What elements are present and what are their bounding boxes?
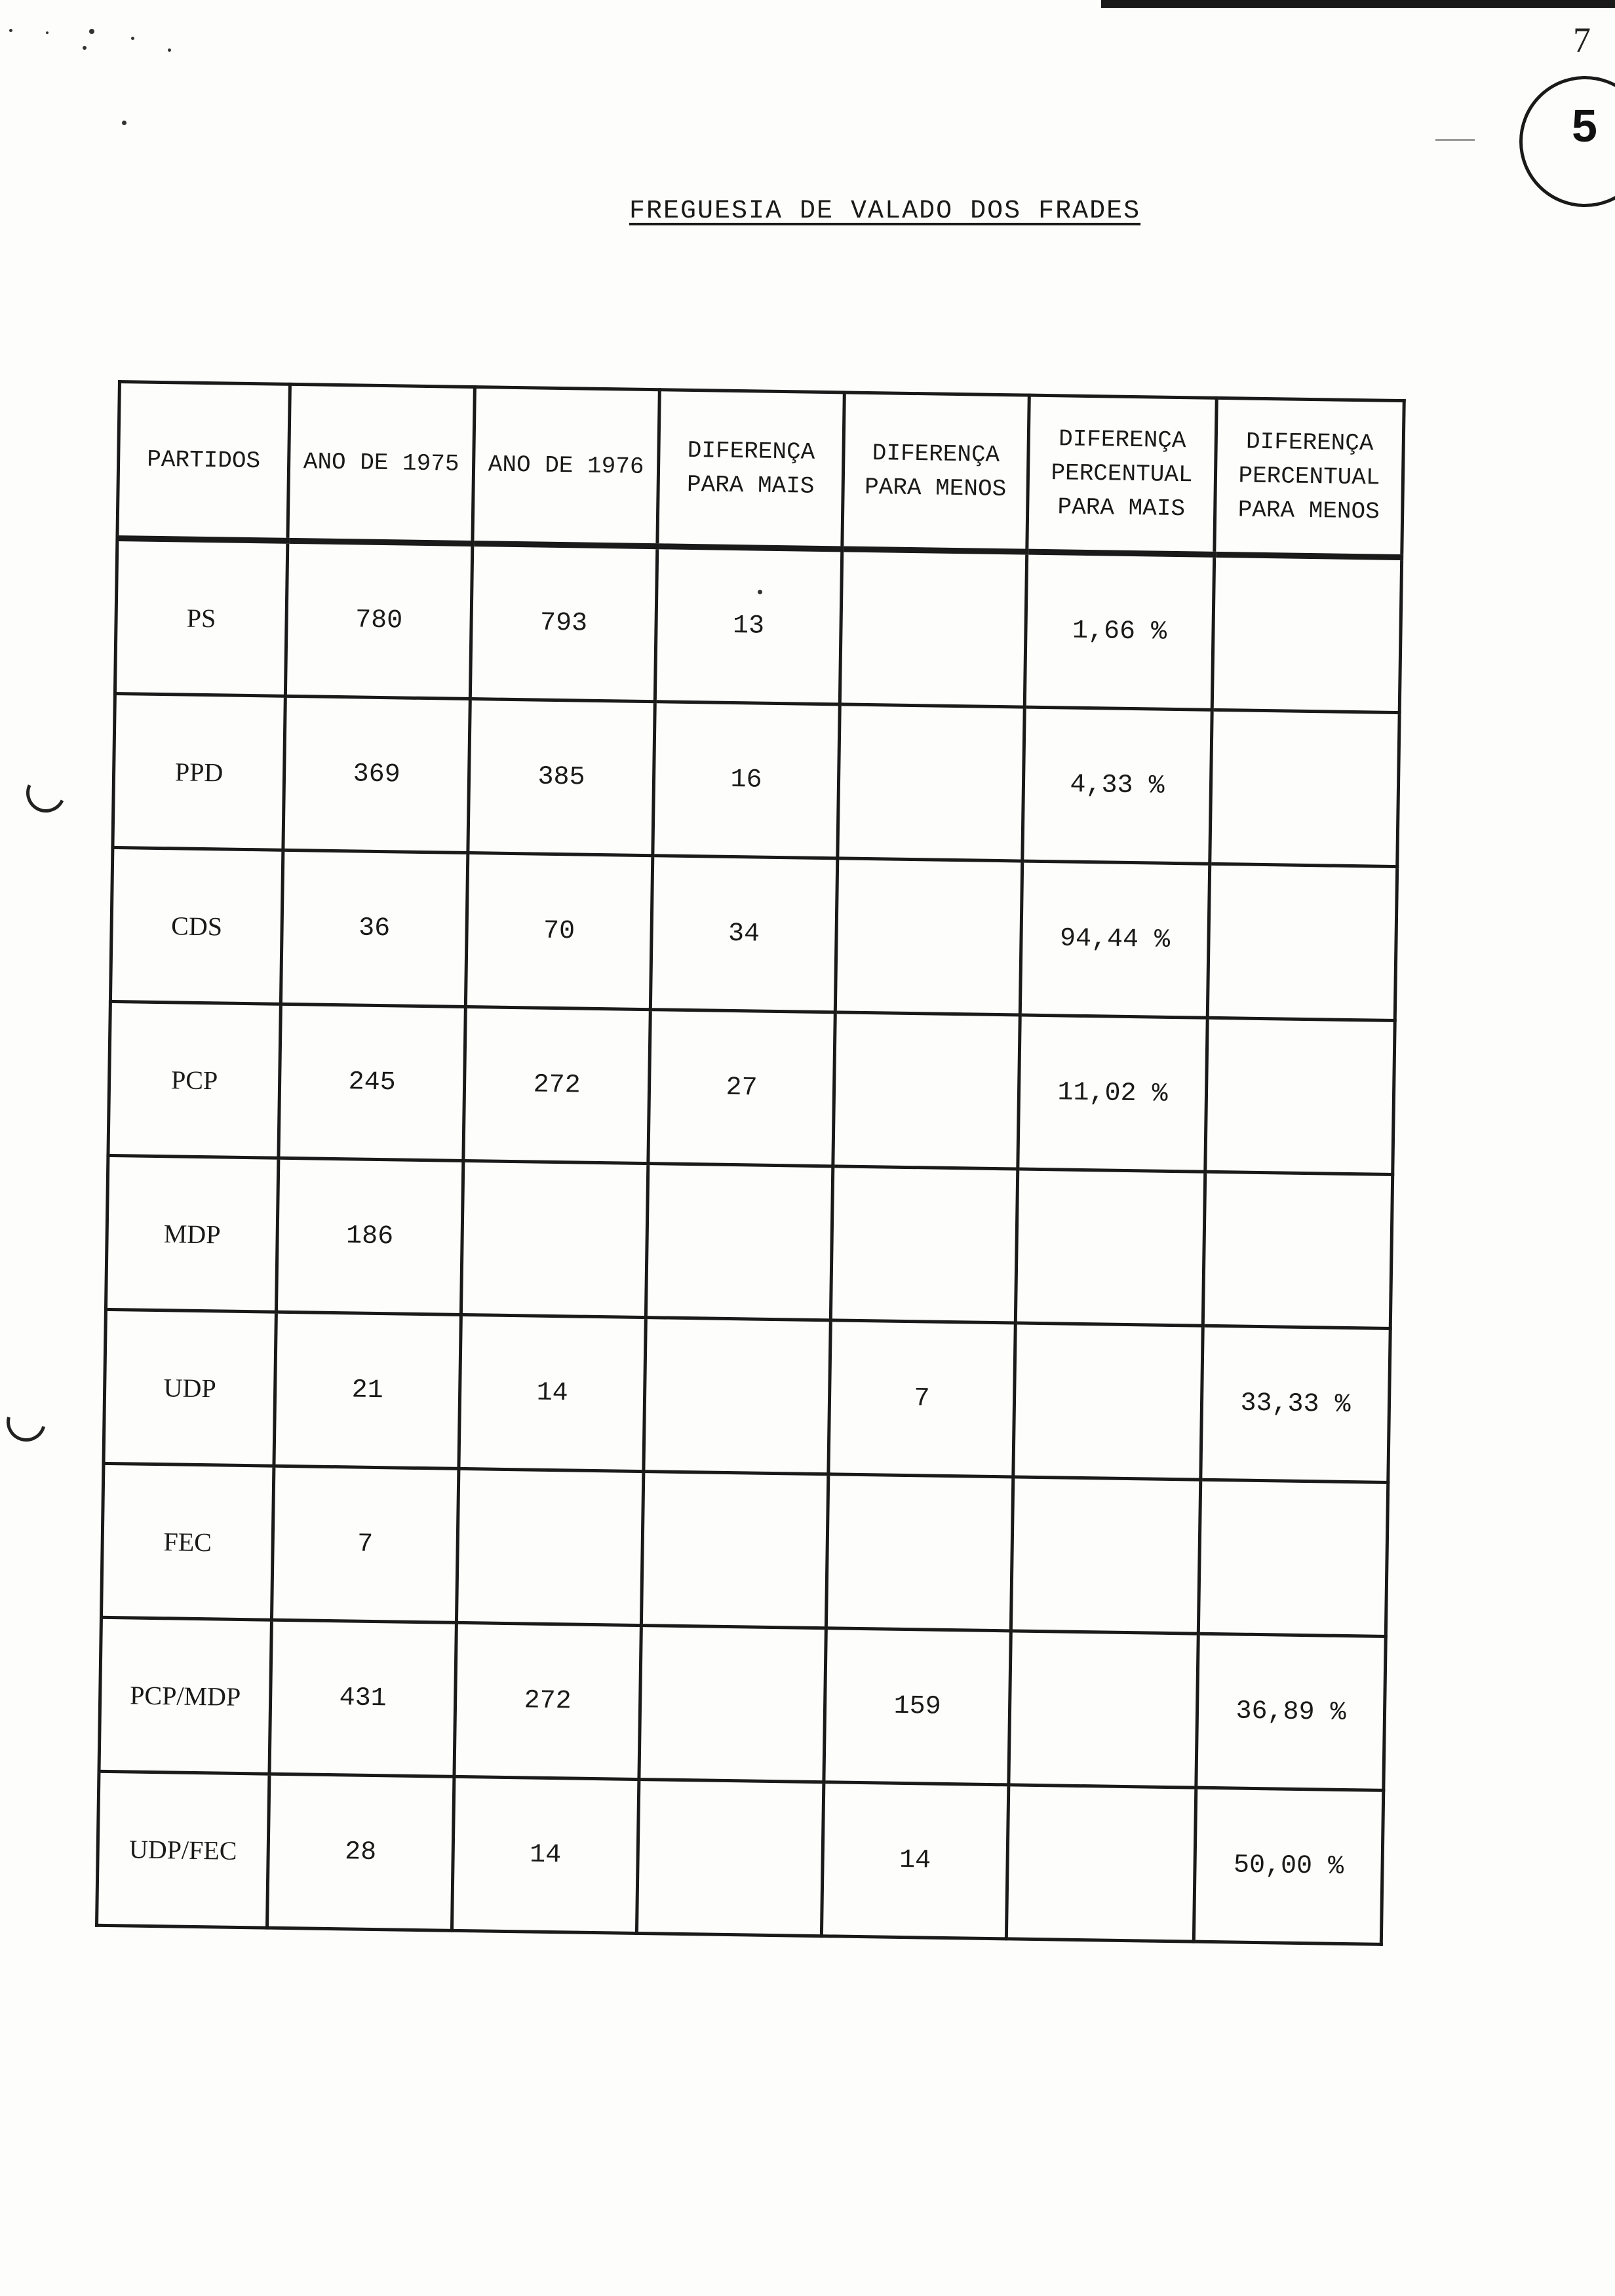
votes-1976-cell: 385 [468,699,655,856]
diff-plus-cell [639,1626,826,1782]
header-percentual-menos: DIFERENÇA PERCENTUAL PARA MENOS [1215,398,1405,557]
header-diferenca-menos: DIFERENÇA PARA MENOS [842,392,1030,552]
votes-1976-cell: 14 [459,1314,646,1471]
pct-plus-cell: 11,02 % [1018,1015,1207,1172]
page-number: 5 [1572,100,1597,151]
pct-minus-cell [1212,554,1401,712]
diff-plus-cell: 16 [653,702,840,858]
votes-1976-cell: 272 [463,1006,650,1163]
table-row [115,539,1401,713]
diff-plus-cell [636,1780,823,1936]
votes-1976-cell [461,1160,648,1317]
header-percentual-mais: DIFERENÇA PERCENTUAL PARA MAIS [1027,395,1217,554]
diff-plus-cell: 27 [648,1010,835,1166]
table-row [108,1001,1395,1174]
scan-speck [89,29,94,34]
header-ano-1976: ANO DE 1976 [473,387,660,546]
pct-minus-cell [1210,710,1399,866]
results-table-wrapper [95,380,1406,1946]
votes-1975-cell: 186 [276,1158,463,1314]
diff-minus-cell: 7 [828,1320,1015,1477]
votes-1976-cell: 14 [452,1776,638,1933]
pct-minus-cell [1198,1480,1388,1636]
pct-plus-cell: 4,33 % [1022,707,1212,864]
header-partidos: PARTIDOS [117,382,290,541]
votes-1975-cell: 36 [281,850,467,1006]
votes-1975-cell: 21 [274,1312,461,1468]
party-cell: PCP [108,1001,281,1158]
diff-plus-cell: 34 [650,856,837,1012]
party-cell: CDS [110,847,282,1004]
top-border-rule [1101,0,1615,8]
document-title: FREGUESIA DE VALADO DOS FRADES [629,197,1141,226]
votes-1975-cell: 780 [285,541,472,698]
scan-speck [122,121,126,125]
votes-1976-cell: 793 [470,544,657,702]
party-cell: PS [115,539,287,697]
table-row [106,1155,1392,1328]
votes-1976-cell: 70 [465,852,652,1009]
pct-plus-cell: 94,44 % [1020,861,1209,1018]
party-cell: UDP/FEC [97,1771,269,1928]
diff-plus-cell [641,1472,828,1628]
pct-plus-cell [1015,1169,1205,1326]
party-cell: PPD [113,693,285,850]
table-row [99,1617,1386,1790]
votes-1975-cell: 245 [279,1004,465,1160]
votes-1975-cell: 369 [283,696,470,852]
pct-minus-cell [1205,1018,1395,1174]
table-row [104,1309,1390,1482]
margin-dash-mark [1435,139,1475,141]
votes-1976-cell: 272 [454,1622,641,1779]
election-results-table [95,380,1406,1946]
pct-plus-cell [1013,1323,1203,1480]
scan-speck [9,29,12,32]
pct-plus-cell [1011,1477,1200,1634]
pct-plus-cell [1009,1631,1198,1788]
table-row [97,1771,1384,1944]
scan-speck [168,48,171,52]
party-cell: UDP [104,1309,276,1466]
binder-hole-arc [21,768,71,818]
pct-minus-cell [1207,864,1397,1020]
scan-speck [83,46,87,50]
pct-minus-cell: 33,33 % [1201,1326,1390,1482]
diff-plus-cell [644,1318,830,1474]
table-row [110,847,1397,1020]
scan-speck [131,37,134,40]
votes-1975-cell: 28 [267,1774,454,1930]
diff-minus-cell [835,858,1022,1015]
pct-plus-cell: 1,66 % [1024,552,1214,710]
table-header-row [117,382,1404,558]
pct-minus-cell: 36,89 % [1196,1634,1386,1790]
diff-minus-cell [830,1166,1017,1323]
diff-minus-cell [833,1012,1020,1169]
header-diferenca-mais: DIFERENÇA PARA MAIS [657,390,845,549]
diff-minus-cell [838,704,1024,861]
diff-minus-cell: 159 [824,1628,1011,1785]
diff-minus-cell: 14 [821,1782,1008,1939]
table-row [113,693,1399,866]
diff-plus-cell: 13 [655,546,842,704]
handwritten-corner-number: 7 [1573,20,1591,60]
diff-plus-cell [646,1164,832,1320]
table-row [101,1463,1388,1636]
header-ano-1975: ANO DE 1975 [288,384,475,543]
votes-1975-cell: 431 [269,1620,456,1776]
party-cell: MDP [106,1155,278,1312]
pct-minus-cell [1203,1172,1392,1328]
party-cell: PCP/MDP [99,1617,271,1774]
votes-1976-cell [456,1468,643,1625]
party-cell: FEC [101,1463,273,1620]
diff-minus-cell [840,549,1026,707]
pct-minus-cell: 50,00 % [1194,1788,1383,1944]
votes-1975-cell: 7 [271,1466,458,1622]
scan-speck [46,31,49,34]
diff-minus-cell [826,1474,1013,1631]
pct-plus-cell [1006,1785,1196,1942]
binder-hole-arc [0,1395,53,1449]
page-number-circle [1519,76,1615,207]
